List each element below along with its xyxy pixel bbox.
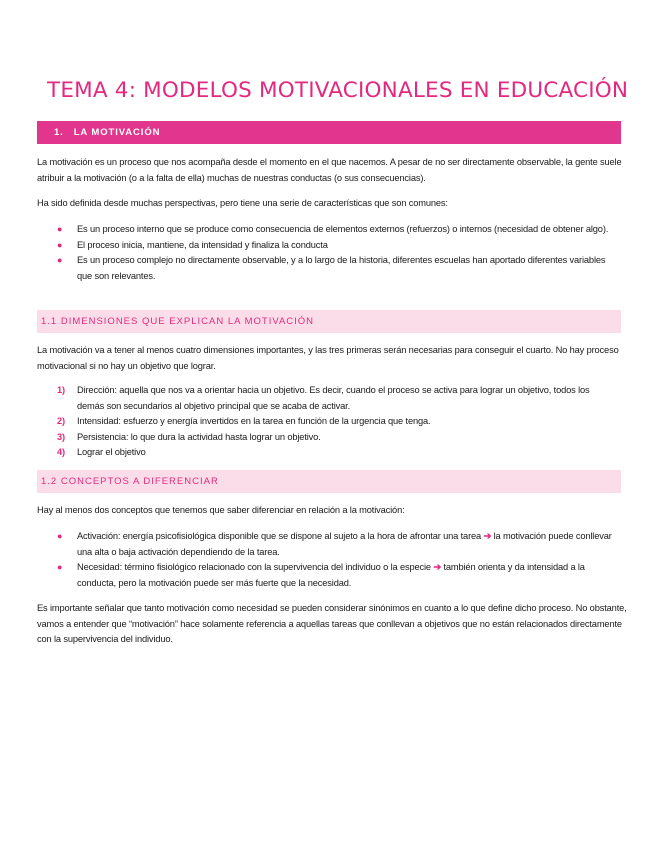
section-1-intro: La motivación es un proceso que nos acompaña desde el momento en el que nacemos. A pesar de no ser directamente observable, la gente suele atribuir a la motivación (o a la falta de ella) muchas de nuestras conductas (o sus consecuencias). xyxy=(37,157,622,183)
section-1-2-heading: 1.2 CONCEPTOS A DIFERENCIAR xyxy=(37,470,621,493)
item-number: 1) xyxy=(57,385,65,395)
section-1-2-closing: Es importante señalar que tanto motivación como necesidad se pueden considerar sinónimos en cuanto a lo que define dicho proceso. No obstante, vamos a entender que “motivación” hace solamente referencia a aquellas tareas que conllevan a objetivos que no están relacionados directamente con la supervivencia del individuo. xyxy=(37,603,627,644)
list-item: 2) Intensidad: esfuerzo y energía invertidos en la tarea en función de la urgencia que tenga. xyxy=(57,414,617,430)
list-item: ● Es un proceso interno que se produce como consecuencia de elementos externos (refuerzos) o internos (necesidad de obtener algo). xyxy=(57,222,617,238)
section-1-heading-text: LA MOTIVACIÓN xyxy=(73,127,161,138)
list-item: 1) Dirección: aquella que nos va a orientar hacia un objetivo. Es decir, cuando el proceso se activa para lograr un objetivo, todos los demás son secundarios al objetivo principal que se acaba de activar. xyxy=(57,385,590,411)
list-item: 3) Persistencia: lo que dura la actividad hasta lograr un objetivo. xyxy=(57,430,617,446)
bullet-icon: ● xyxy=(57,224,63,234)
section-1-2-intro: Hay al menos dos conceptos que tenemos que saber diferenciar en relación a la motivación: xyxy=(37,505,405,515)
bullet-icon: ● xyxy=(57,562,63,572)
arrow-right-icon: ➔ xyxy=(433,562,442,572)
section-1-1-numbered-list xyxy=(57,383,617,461)
bullet-icon: ● xyxy=(57,255,63,265)
list-item: ● Activación: energía psicofisiológica disponible que se dispone al sujeto a la hora de afrontar una tarea ➔ la motivación puede conllevar una alta o baja activación dependiendo de la tarea. xyxy=(57,531,612,557)
arrow-right-icon: ➔ xyxy=(483,531,492,541)
item-number: 4) xyxy=(57,447,65,457)
bullet-icon: ● xyxy=(57,531,63,541)
section-1-number: 1. xyxy=(54,127,64,138)
section-1-heading xyxy=(37,121,621,144)
page-title: TEMA 4: MODELOS MOTIVACIONALES EN EDUCACIÓN xyxy=(47,78,629,103)
item-number: 2) xyxy=(57,416,65,426)
section-1-1-intro: La motivación va a tener al menos cuatro dimensiones importantes, y las tres primeras serán necesarias para conseguir el cuarto. No hay proceso motivacional si no hay un objetivo que lograr. xyxy=(37,345,619,371)
section-1-lead: Ha sido definida desde muchas perspectivas, pero tiene una serie de características que son comunes: xyxy=(37,198,448,208)
list-item: ● Necesidad: término fisiológico relacionado con la supervivencia del individuo o la especie ➔ también orienta y da intensidad a la conducta, pero la motivación puede ser más fuerte que la necesidad. xyxy=(57,562,585,588)
bullet-icon: ● xyxy=(57,239,63,250)
item-number: 3) xyxy=(57,431,65,442)
list-item: ● Es un proceso complejo no directamente observable, y a lo largo de la historia, diferentes escuelas han aportado diferentes variables que son relevantes. xyxy=(57,255,606,281)
section-1-bullet-list xyxy=(57,222,617,284)
list-item: 4) Lograr el objetivo xyxy=(57,445,617,461)
section-1-1-heading: 1.1 DIMENSIONES QUE EXPLICAN LA MOTIVACIÓN xyxy=(37,310,621,333)
section-1-2-bullet-list xyxy=(57,529,617,591)
list-item: ● El proceso inicia, mantiene, da intensidad y finaliza la conducta xyxy=(57,238,617,254)
